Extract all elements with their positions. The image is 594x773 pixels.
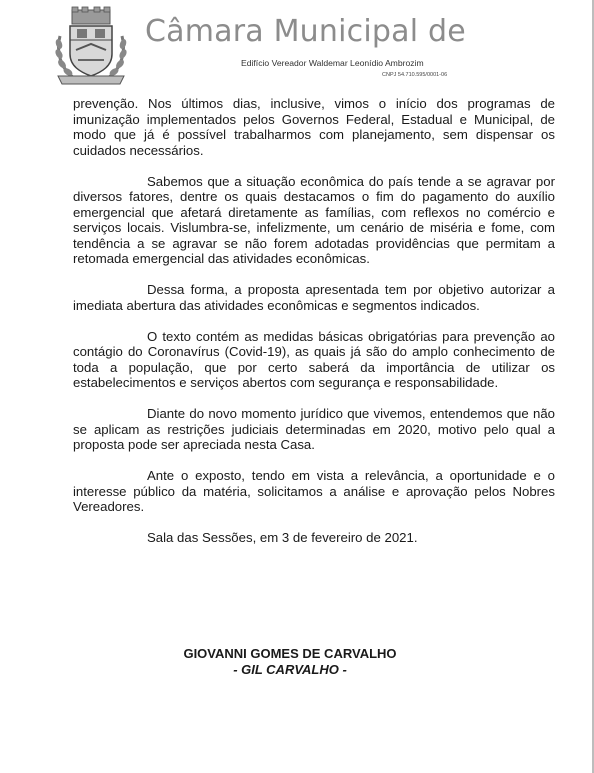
letterhead bbox=[0, 0, 594, 95]
building-name: Edifício Vereador Waldemar Leonídio Ambrozim bbox=[241, 58, 424, 68]
cnpj-number: CNPJ 54.710.595/0001-06 bbox=[382, 72, 448, 78]
paragraph: Sabemos que a situação econômica do país tende a se agravar por diversos fatores, dentre os quais destacamos o fim do pagamento do auxílio emergencial que afetará diretamente as famílias, com reflexos no comércio e serviços locais. Vislumbra-se, infelizmente, um cenário de miséria e fome, com tendência a se agravar se não forem adotadas providências que permitam a retomada emergencial das atividades econômicas. bbox=[73, 173, 555, 266]
municipal-crest-icon bbox=[50, 6, 132, 86]
paragraph: Diante do novo momento jurídico que vivemos, entendemos que não se aplicam as restrições judiciais determinadas em 2020, motivo pelo qual a proposta pode ser apreciada nesta Casa. bbox=[73, 406, 555, 452]
paragraph: Dessa forma, a proposta apresentada tem por objetivo autorizar a imediata abertura das atividades econômicas e segmentos indicados. bbox=[73, 282, 555, 313]
paragraph: Ante o exposto, tendo em vista a relevância, a oportunidade e o interesse público da matéria, solicitamos a análise e aprovação pelos Nobres Vereadores. bbox=[73, 468, 555, 514]
document-body bbox=[73, 96, 555, 561]
date-line: Sala das Sessões, em 3 de fevereiro de 2021. bbox=[147, 530, 418, 545]
signatory-name: GIOVANNI GOMES DE CARVALHO bbox=[183, 646, 397, 661]
paragraph: O texto contém as medidas básicas obrigatórias para prevenção ao contágio do Coronavírus (Covid-19), as quais já são do amplo conhecimento de toda a população, que por certo saberá da importância de utilizar os estabelecimentos e serviços abertos com segurança e responsabilidade. bbox=[73, 328, 555, 390]
signatory-alias: - GIL CARVALHO - bbox=[233, 662, 347, 677]
signature-block bbox=[73, 646, 507, 678]
organization-name: Câmara Municipal de bbox=[145, 14, 466, 49]
paragraph: prevenção. Nos últimos dias, inclusive, vimos o início dos programas de imunização implementados pelos Governos Federal, Estadual e Municipal, de modo que já é possível trabalharmos com planejamento, sem dispensar os cuidados necessários. bbox=[73, 96, 555, 158]
